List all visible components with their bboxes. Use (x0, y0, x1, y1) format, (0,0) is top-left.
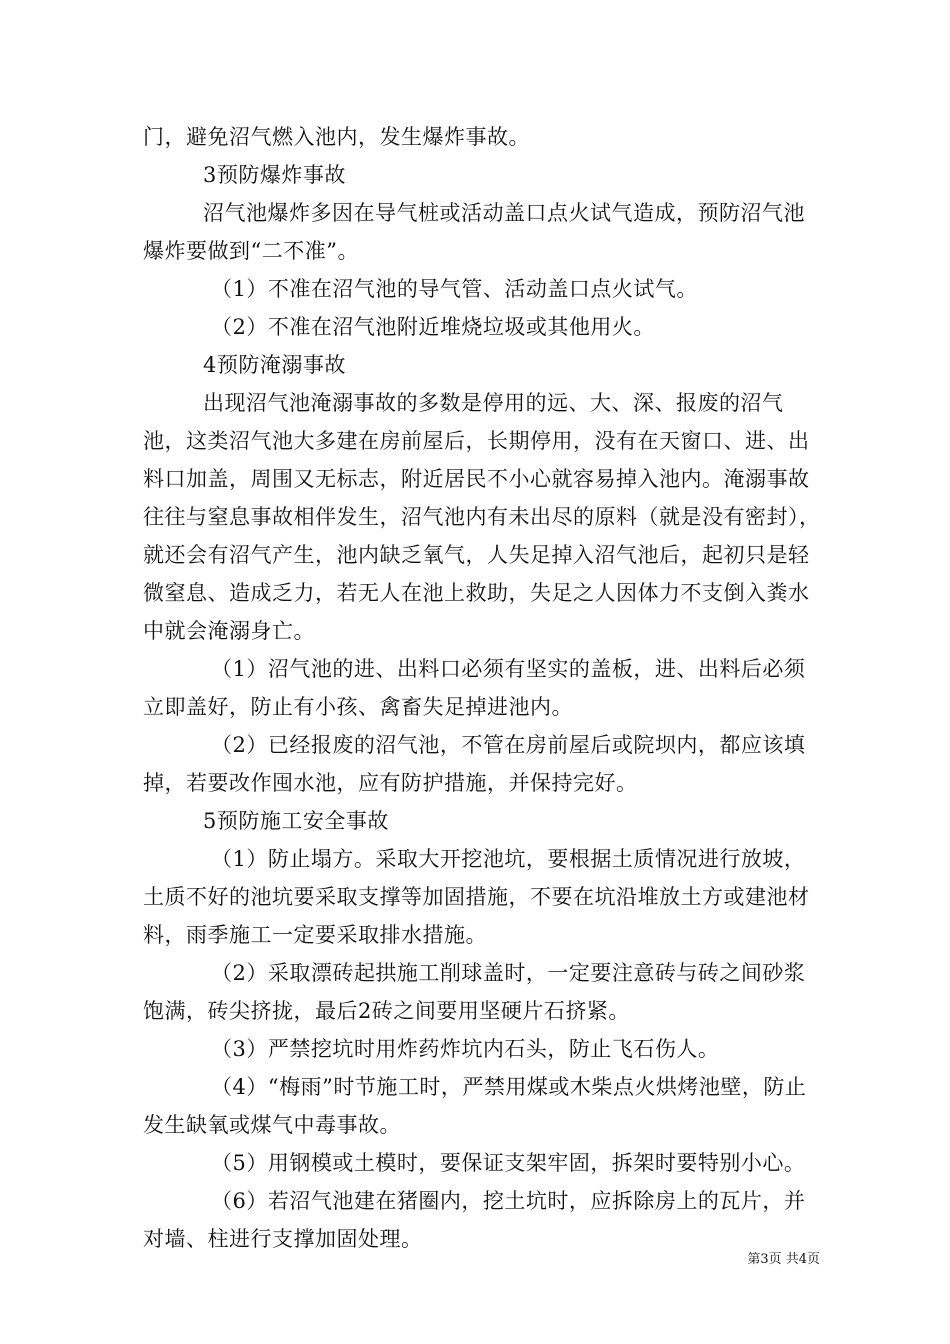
list-item: （5）用钢模或土模时，要保证支架牢固，拆架时要特别小心。 (211, 1151, 806, 1175)
paragraph: 沼气池爆炸多因在导气桩或活动盖口点火试气造成，预防沼气池爆炸要做到“二不准”。 (143, 201, 805, 263)
section-heading-3: 3预防爆炸事故 (203, 163, 346, 187)
list-item: （3）严禁挖坑时用炸药炸坑内石头，防止飞石伤人。 (211, 1037, 720, 1061)
page-footer: 第3页 共4页 (747, 1252, 820, 1267)
list-item: （2）不准在沼气池附近堆烧垃圾或其他用火。 (211, 315, 655, 339)
list-item: （2）采取漂砖起拱施工削球盖时，一定要注意砖与砖之间砂浆饱满，砖尖挤拢，最后2砖之间要用坚硬片石挤紧。 (143, 961, 806, 1023)
list-item: （2）已经报废的沼气池，不管在房前屋后或院坝内，都应该填掉，若要改作囤水池，应有防护措施，并保持完好。 (143, 733, 806, 795)
paragraph-continuation: 门，避免沼气燃入池内，发生爆炸事故。 (143, 125, 530, 149)
list-item: （1）防止塌方。采取大开挖池坑，要根据土质情况进行放坡，土质不好的池坑要采取支撑等加固措施，不要在坑沿堆放土方或建池材料，雨季施工一定要采取排水措施。 (143, 847, 810, 947)
list-item: （1）不准在沼气池的导气管、活动盖口点火试气。 (211, 277, 698, 301)
list-item: （1）沼气池的进、出料口必须有坚实的盖板，进、出料后必须立即盖好，防止有小孩、禽畜失足掉进池内。 (143, 657, 806, 719)
list-item: （4）“梅雨”时节施工时，严禁用煤或木柴点火烘烤池壁，防止发生缺氧或煤气中毒事故。 (143, 1075, 807, 1137)
document-body (143, 118, 823, 1258)
section-heading-5: 5预防施工安全事故 (203, 809, 389, 833)
list-item: （6）若沼气池建在猪圈内，挖土坑时，应拆除房上的瓦片，并对墙、柱进行支撑加固处理。 (143, 1189, 806, 1251)
paragraph: 出现沼气池淹溺事故的多数是停用的远、大、深、报废的沼气池，这类沼气池大多建在房前屋后，长期停用，没有在天窗口、进、出料口加盖，周围又无标志，附近居民不小心就容易掉入池内。淹溺事故往往与窒息事故相伴发生，沼气池内有未出尽的原料（就是没有密封），就还会有沼气产生，池内缺乏氧气，人失足掉入沼气池后，起初只是轻微窒息、造成乏力，若无人在池上救助，失足之人因体力不支倒入粪水中就会淹溺身亡。 (143, 391, 821, 643)
section-heading-4: 4预防淹溺事故 (203, 353, 346, 377)
